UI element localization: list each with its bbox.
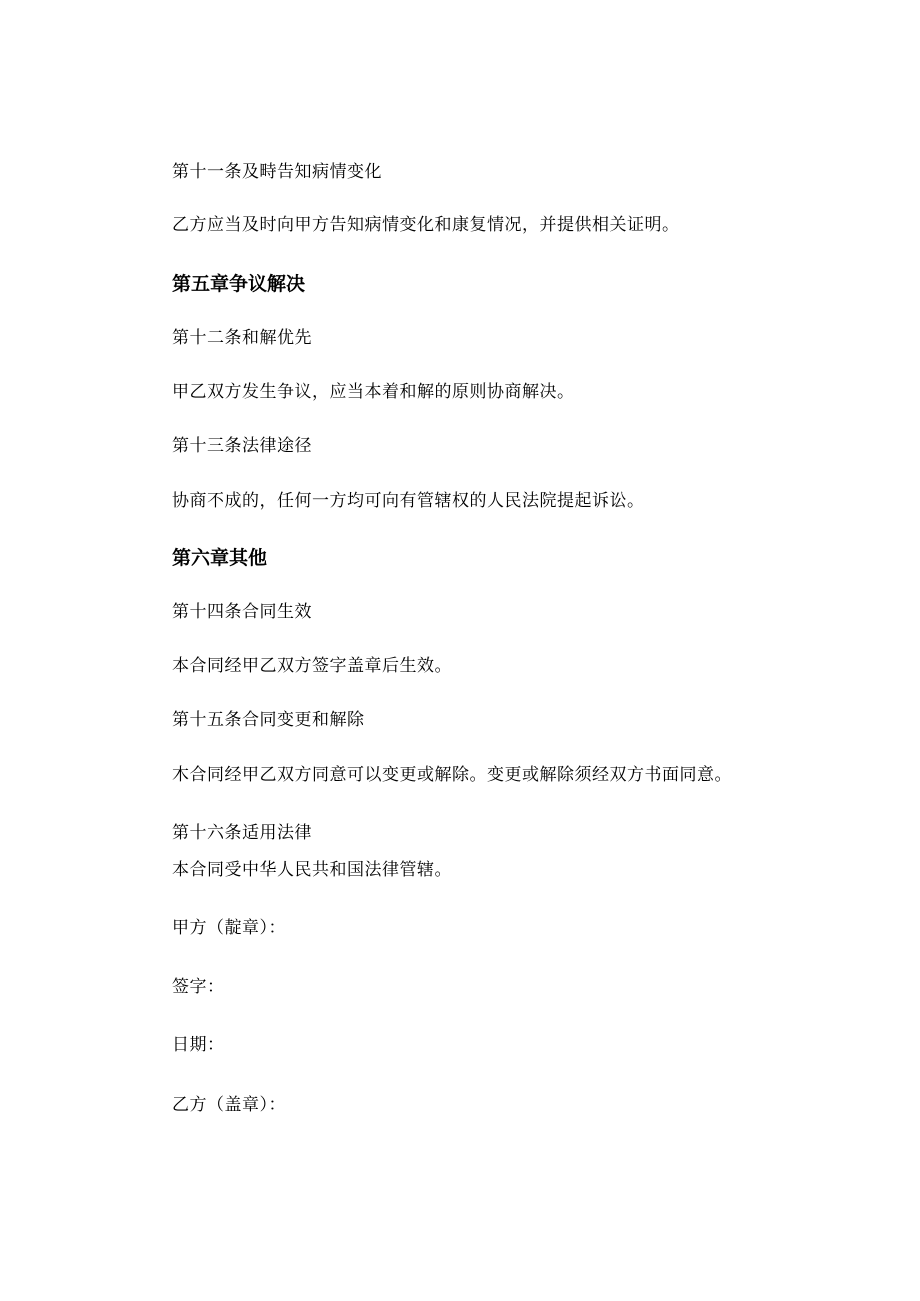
article-15-title: 第十五条合同变更和解除 — [172, 710, 365, 730]
article-12-title: 第十二条和解优先 — [172, 328, 312, 348]
article-12-body: 甲乙双方发生争议，应当本着和解的原则协商解决。 — [172, 382, 575, 402]
article-14-title: 第十四条合同生效 — [172, 602, 312, 622]
article-13-body: 协商不成的，任何一方均可向有管辖权的人民法院提起诉讼。 — [172, 491, 645, 511]
article-14-body: 本合同经甲乙双方签字盖章后生效。 — [172, 656, 452, 676]
signature-label: 签字： — [172, 977, 225, 997]
chapter-5-heading: 第五章争议解决 — [172, 273, 306, 295]
party-b-seal-label: 乙方（盖章）： — [172, 1095, 286, 1115]
date-label: 日期： — [172, 1035, 225, 1055]
article-13-title: 第十三条法律途径 — [172, 436, 312, 456]
party-a-seal-label: 甲方（靛章）： — [172, 918, 286, 938]
chapter-6-heading: 第六章其他 — [172, 547, 268, 569]
article-16-body: 本合同受中华人民共和国法律管辖。 — [172, 860, 452, 880]
article-11-body: 乙方应当及时向甲方告知病情变化和康复情况，并提供相关证明。 — [172, 215, 680, 235]
article-16-title: 第十六条适用法律 — [172, 823, 312, 843]
article-11-title: 第十一条及畤告知病情变化 — [172, 162, 382, 182]
article-15-body: 木合同经甲乙双方同意可以变更或解除。变更或解除须经双方书面同意。 — [172, 765, 732, 785]
